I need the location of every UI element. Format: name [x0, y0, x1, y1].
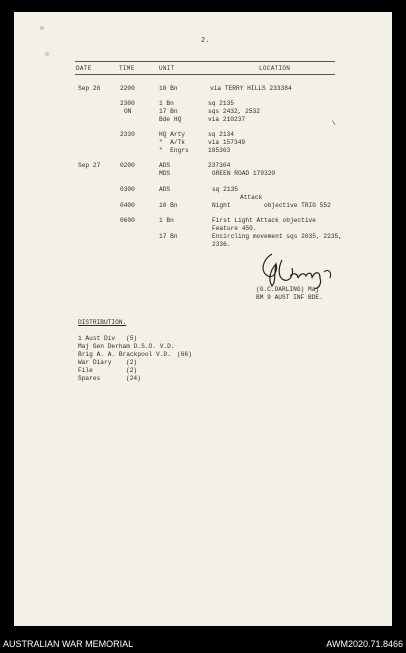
row-location: via 210237 [208, 116, 246, 123]
row-location: sq 2135 [208, 100, 234, 107]
distribution-qty: (2) [126, 367, 138, 374]
row-location: sq 2135 [212, 186, 238, 193]
distribution-qty: (24) [126, 375, 141, 382]
distribution-name: Spares [78, 375, 101, 382]
row-location: Encircling movement sqs 2035, 2235, [212, 233, 342, 240]
row-time: 0400 [120, 202, 135, 209]
footer-accession-number: AWM2020.71.8466 [326, 639, 403, 649]
row-time: ON [124, 108, 132, 115]
row-location: Night objective TRIG 552 [212, 202, 331, 209]
row-location: 2336. [212, 241, 231, 248]
footer-credit: AUSTRALIAN WAR MEMORIAL [3, 639, 134, 649]
footer-bar [0, 633, 406, 653]
row-location: 185363 [208, 147, 231, 154]
page-number: 2. [201, 37, 210, 45]
row-time: 2330 [120, 131, 135, 138]
table-header-rule [75, 74, 335, 75]
row-unit: 10 Bn [159, 202, 178, 209]
row-unit: 17 Bn [159, 233, 178, 240]
row-location: First Light Attack objective [212, 217, 316, 224]
row-time: 0300 [120, 186, 135, 193]
row-location: GREEN ROAD 179320 [212, 170, 276, 177]
row-time: 0200 [120, 162, 135, 169]
row-time: 0600 [120, 217, 135, 224]
distribution-name: Maj Gen Derham D.S.O. V.D. [78, 343, 175, 350]
distribution-name: 1 Aust Div [78, 335, 116, 342]
distribution-qty: (5) [126, 335, 138, 342]
row-location: via TERRY HILLS 233384 [210, 85, 292, 92]
row-location: sq 2134 [208, 131, 234, 138]
row-unit: ADS [159, 162, 171, 169]
row-location: 237304 [208, 162, 231, 169]
stray-mark: \ [332, 120, 336, 127]
row-unit: " A/Tk [159, 139, 185, 146]
row-insert-text: Attack [240, 194, 263, 201]
distribution-name: File [78, 367, 93, 374]
row-location: via 157349 [208, 139, 246, 146]
row-date: Sep 27 [78, 162, 101, 169]
header-unit: UNIT [159, 65, 175, 72]
row-unit: 10 Bn [159, 85, 178, 92]
row-unit: Bde HQ [159, 116, 182, 123]
signatory-name: (G.C.DARLING) Maj [256, 286, 320, 293]
distribution-heading: DISTRIBUTION. [78, 319, 127, 326]
row-location: Feature 450. [212, 225, 257, 232]
header-location: LOCATION [259, 65, 291, 72]
distribution-name: Brig A. A. Brackpool V.D. [78, 351, 171, 358]
row-unit: ADS [159, 186, 171, 193]
row-time: 2200 [120, 85, 135, 92]
row-unit: MDS [159, 170, 171, 177]
document-page [14, 12, 392, 626]
distribution-qty: (66) [177, 351, 192, 358]
row-location: sqs 2432, 2532 [208, 108, 260, 115]
row-unit: 1 Bn [159, 217, 174, 224]
table-top-rule [75, 61, 335, 62]
row-time: 2300 [120, 100, 135, 107]
row-unit: 17 Bn [159, 108, 178, 115]
signatory-title: BM 9 AUST INF BDE. [256, 294, 323, 301]
row-date: Sep 26 [78, 85, 101, 92]
row-unit: 1 Bn [159, 100, 174, 107]
distribution-name: War Diary [78, 359, 112, 366]
header-time: TIME [119, 65, 135, 72]
row-unit: " Engrs [159, 147, 189, 154]
row-unit: HQ Arty [159, 131, 185, 138]
distribution-qty: (2) [126, 359, 138, 366]
header-date: DATE [76, 65, 92, 72]
